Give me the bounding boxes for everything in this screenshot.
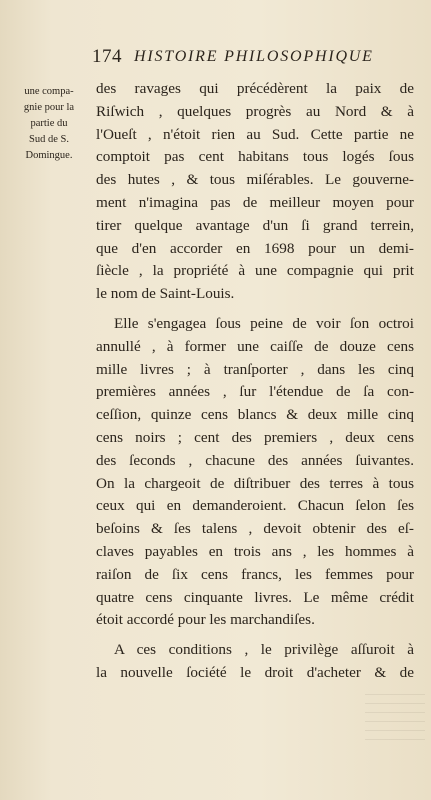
- text-line: comptoit pas cent habitans tous logés ſous: [96, 148, 414, 166]
- paragraph-1: [96, 78, 414, 306]
- text-line: quatre cens cinquante livres. Le même crédit: [96, 588, 414, 606]
- text-line: ſiècle , la propriété à une compagnie qui prit: [96, 262, 414, 280]
- text-line: l'Oueſt , n'étoit rien au Sud. Cette partie ne: [96, 125, 414, 143]
- text-line: des ravages qui précédèrent la paix de: [96, 80, 414, 97]
- page-number: 174: [92, 46, 122, 67]
- margin-note: [6, 84, 92, 164]
- text-line: Riſwich , quelques progrès au Nord & à: [96, 102, 414, 120]
- text-line: étoit accordé pour les marchandiſes.: [96, 611, 315, 629]
- paragraph-2: [96, 313, 414, 632]
- text-line: On la chargeoit de diſtribuer des terres à tous: [96, 474, 414, 492]
- text-line: claves payables en trois ans , les hommes à: [96, 542, 414, 560]
- text-line: ceſſion, quinze cens blancs & deux mille cinq: [96, 406, 414, 424]
- show-through-texture: [365, 690, 425, 740]
- text-line: des hutes , & tous miſérables. Le gouverne-: [96, 171, 414, 189]
- text-line: ment n'imagina pas de meilleur moyen pour: [96, 193, 414, 211]
- margin-note-line: gnie pour la: [23, 102, 75, 113]
- paragraph-3: [96, 639, 414, 685]
- margin-note-line: Sud de S.: [29, 134, 69, 145]
- page-header: [92, 46, 410, 72]
- text-line: raiſon de ſix cens francs, les femmes pour: [96, 565, 414, 583]
- margin-note-line: Domingue.: [25, 150, 73, 161]
- body-text: [96, 78, 414, 688]
- text-line: le nom de Saint-Louis.: [96, 285, 235, 303]
- text-line: que d'en accorder en 1698 pour un demi-: [96, 239, 414, 257]
- running-title: HISTOIRE PHILOSOPHIQUE: [134, 48, 374, 65]
- text-line: des ſeconds , chacune des années ſuivantes.: [96, 451, 414, 469]
- margin-note-line: partie du: [30, 118, 68, 129]
- text-line: la nouvelle ſociété le droit d'acheter & de: [96, 663, 414, 681]
- text-line: Elle s'engagea ſous peine de voir ſon octroi: [114, 314, 414, 332]
- text-line: A ces conditions , le privilège aſſuroit à: [114, 641, 414, 659]
- text-line: tirer quelque avantage d'un ſi grand terrein,: [96, 216, 414, 234]
- text-line: premières années , ſur l'étendue de ſa con-: [96, 383, 414, 401]
- margin-note-line: une compa-: [24, 86, 74, 97]
- text-line: ceux qui en demanderoient. Chacun ſelon ſes: [96, 497, 414, 515]
- text-line: mille livres ; à tranſporter , dans les cinq: [96, 360, 414, 378]
- text-line: cens noirs ; cent des premiers , deux cens: [96, 428, 414, 446]
- text-line: beſoins & ſes talens , devoit obtenir des eſ-: [96, 520, 414, 538]
- text-line: annullé , à former une caiſſe de douze cens: [96, 337, 414, 355]
